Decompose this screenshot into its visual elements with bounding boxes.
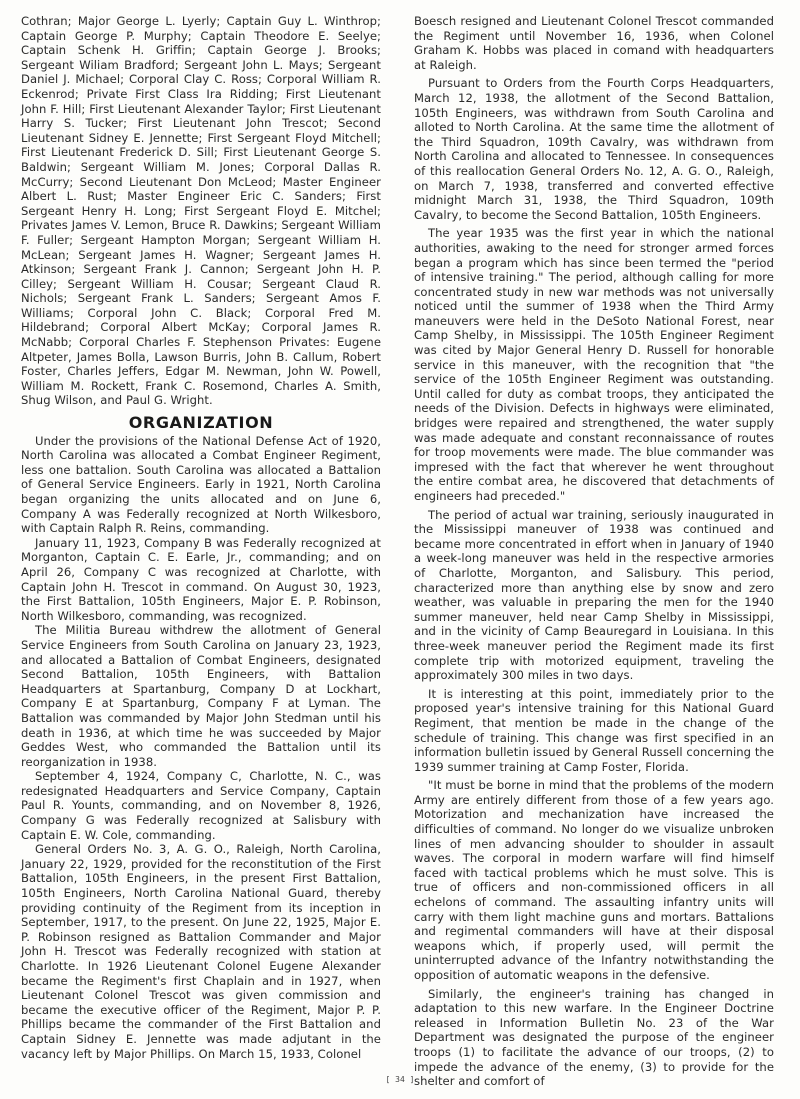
section-heading-organization: ORGANIZATION (128, 413, 274, 433)
paragraph: September 4, 1924, Company C, Charlotte, N. C., was redesignated Headquarters and Service Company, Captain Paul R. Younts, commanding, and on November 8, 1926, Company G was Federally recognized at Salisbury with Captain E. W. Cole, commanding. (21, 769, 381, 842)
left-column (21, 14, 381, 1061)
paragraph: Under the provisions of the National Defense Act of 1920, North Carolina was allocated a Combat Engineer Regiment, less one battalion. South Carolina was allocated a Battalion of General Service Engineers. Early in 1921, North Carolina began organizing the units allocated and on June 6, Company A was Federally recognized at North Wilkesboro, with Captain Ralph R. Reins, commanding. (21, 433, 381, 536)
paragraph: The period of actual war training, seriously inaugurated in the Mississippi maneuver of 1938 was continued and became more concentrated in effort when in January of 1940 a week-long maneuver was held in the respective armories of Charlotte, Morganton, and Salisbury. This period, characterized more than anything else by snow and zero weather, was valuable in preparing the men for the 1940 summer maneuver, held near Camp Shelby in Mississippi, and in the vicinity of Camp Beauregard in Louisiana. In this three-week maneuver period the Regiment made its first complete trip with motorized equipment, traveling the approximately 300 miles in two days. (414, 507, 774, 683)
paragraph: The year 1935 was the first year in which the national authorities, awaking to the need for stronger armed forces began a program which has since been termed the "period of intensive training." The period, although calling for more concentrated study in new war methods was not universally noticed until the summer of 1938 when the Third Army maneuvers were held in the DeSoto National Forest, near Camp Shelby, in Mississippi. The 105th Engineer Regiment was cited by Major General Henry D. Russell for honorable service in this maneuver, with the recognition that "the service of the 105th Engineer Regiment was outstanding. Until called for duty as combat troops, they anticipated the needs of the Division. Defects in highways were eliminated, bridges were repaired and strengthened, the water supply was made adequate and constant reconnaissance of routes for troop movements were made. The blue commander was impresed with the fact that wherever he went throughout the entire combat area, he discovered that detachments of engineers had preceded." (414, 226, 774, 503)
paragraph: It is interesting at this point, immediately prior to the proposed year's intensive training for this National Guard Regiment, that mention be made in the change of the schedule of training. This change was first specified in an information bulletin issued by General Russell concerning the 1939 summer training at Camp Foster, Florida. (414, 686, 774, 774)
paragraph: The Militia Bureau withdrew the allotment of General Service Engineers from South Carolina on January 23, 1923, and allocated a Battalion of Combat Engineers, designated Second Battalion, 105th Engineers, with Battalion Headquarters at Spartanburg, Company D at Lockhart, Company E at Spartanburg, Company F at Lyman. The Battalion was commanded by Major John Stedman until his death in 1936, at which time he was succeeded by Major Geddes West, who commanded the Battalion until its reorganization in 1938. (21, 623, 381, 769)
right-column (414, 14, 774, 1089)
roster-paragraph: Cothran; Major George L. Lyerly; Captain Guy L. Winthrop; Captain George P. Murphy; Captain Theodore E. Seelye; Captain Schenk H. Griffin; Captain George J. Brooks; Sergeant Wiliam Bradford; Sergeant John L. Mays; Sergeant Daniel J. Michael; Corporal Clay C. Ross; Corporal William R. Eckenrod; Private First Class Ira Ridding; First Lieutenant John F. Hill; First Lieutenant Alexander Taylor; First Lieutenant Harry S. Tucker; First Lieutenant John Trescot; Second Lieutenant Sidney E. Jennette; First Sergeant Floyd Mitchell; First Lieutenant Frederick D. Sill; First Lieutenant George S. Baldwin; Sergeant William M. Jones; Corporal Dallas R. McCurry; Second Lieutenant Don McLeod; Master Engineer Albert L. Rust; Master Engineer Eric C. Sanders; First Sergeant Henry H. Long; First Sergeant Floyd E. Mitchel; Privates James V. Lemon, Bruce R. Dawkins; Sergeant William F. Fuller; Sergeant Hampton Morgan; Sergeant William H. McLean; Sergeant James H. Wagner; Sergeant James H. Atkinson; Sergeant Frank J. Cannon; Sergeant John H. P. Cilley; Sergeant William H. Cousar; Sergeant Claud R. Nichols; Sergeant Frank L. Sanders; Sergeant Amos F. Williams; Corporal John C. Black; Corporal Fred M. Hildebrand; Corporal Albert McKay; Corporal James R. McNabb; Corporal Charles F. Stephenson Privates: Eugene Altpeter, James Bolla, Lawson Burris, John B. Callum, Robert Foster, Charles Jeffers, Edgar M. Newman, John W. Powell, William M. Rockett, Frank C. Rosemond, Charles A. Smith, Shug Wilson, and Paul G. Wright. (21, 14, 381, 408)
continuation-paragraph: Boesch resigned and Lieutenant Colonel Trescot commanded the Regiment until November 16, 1936, when Colonel Graham K. Hobbs was placed in comand with headquarters at Raleigh. (414, 14, 774, 72)
paragraph: "It must be borne in mind that the problems of the modern Army are entirely different from those of a few years ago. Motorization and mechanization have increased the difficulties of command. No longer do we visualize unbroken lines of men advancing shoulder to shoulder in assault waves. The corporal in modern warfare will find himself faced with tactical problems which he must solve. This is true of officers and non-commissioned officers in all echelons of command. The assaulting infantry units will carry with them light machine guns and mortars. Battalions and regimental commanders will have at their disposal weapons which, if properly used, will permit the uninterrupted advance of the Infantry notwithstanding the opposition of automatic weapons in the defensive. (414, 778, 774, 982)
paragraph: General Orders No. 3, A. G. O., Raleigh, North Carolina, January 22, 1929, provided for the reconstitution of the First Battalion, 105th Engineers, in the present First Battalion, 105th Engineers, North Carolina National Guard, thereby providing continuity of the Regiment from its inception in September, 1917, to the present. On June 22, 1925, Major E. P. Robinson resigned as Battalion Commander and Major John H. Trescot was Federally recognized with station at Charlotte. In 1926 Lieutenant Colonel Eugene Alexander became the Regiment's first Chaplain and in 1927, when Lieutenant Colonel Trescot was given commission and became the executive officer of the Regiment, Major P. P. Phillips became the commander of the First Battalion and Captain Sidney E. Jennette was made adjutant in the vacancy left by Major Phillips. On March 15, 1933, Colonel (21, 842, 381, 1061)
paragraph: Pursuant to Orders from the Fourth Corps Headquarters, March 12, 1938, the allotment of the Second Battalion, 105th Engineers, was withdrawn from South Carolina and alloted to North Carolina. At the same time the allotment of the Third Squadron, 109th Cavalry, was withdrawn from North Carolina and allocated to Tennessee. In consequences of this reallocation General Orders No. 12, A. G. O., Raleigh, on March 7, 1938, transferred and converted effective midnight March 31, 1938, the Third Squadron, 109th Cavalry, to become the Second Battalion, 105th Engineers. (414, 76, 774, 222)
page-number: [ 34 ] (385, 1075, 415, 1084)
paragraph: Similarly, the engineer's training has changed in adaptation to this new warfare. In the Engineer Doctrine released in Information Bulletin No. 23 of the War Department was designated the purpose of the engineer troops (1) to facilitate the advance of our troops, (2) to impede the advance of the enemy, (3) to provide for the shelter and comfort of (414, 986, 774, 1089)
paragraph: January 11, 1923, Company B was Federally recognized at Morganton, Captain C. E. Earle, Jr., commanding; and on April 26, Company C was recognized at Charlotte, with Captain John H. Trescot in command. On August 30, 1923, the First Battalion, 105th Engineers, Major E. P. Robinson, North Wilkesboro, commanding, was recognized. (21, 535, 381, 623)
